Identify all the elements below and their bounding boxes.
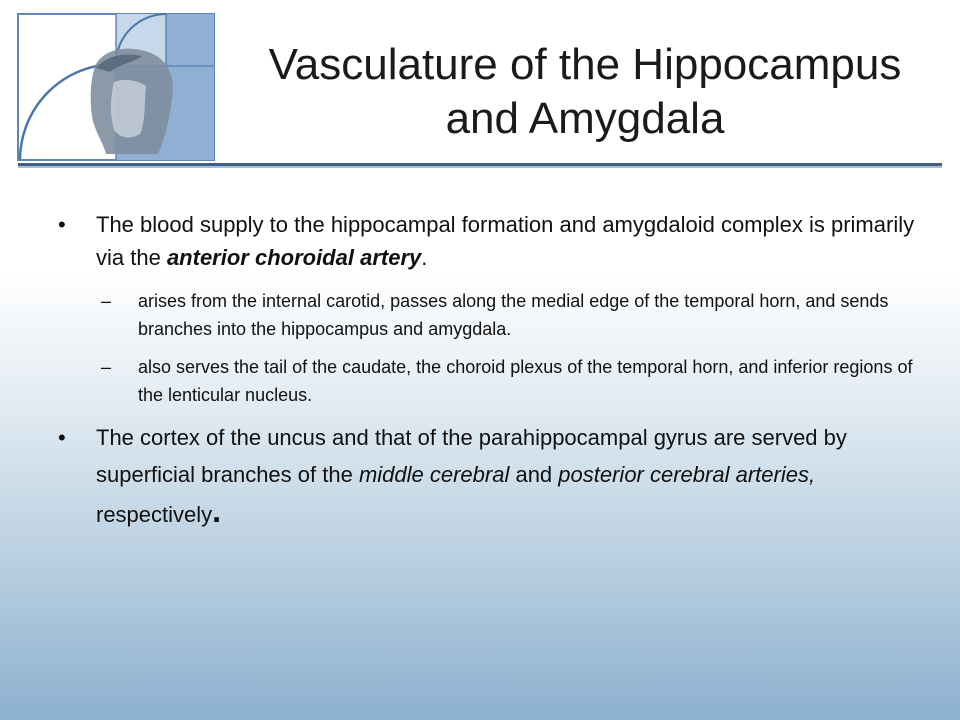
sub-bullet-text: also serves the tail of the caudate, the choroid plexus of the temporal horn, and inferior regions of the lenticular nucleus.: [138, 357, 913, 405]
title-divider-shadow: [18, 166, 942, 168]
emphasis-middle-cerebral: middle cerebral: [358, 462, 510, 487]
emphasis-posterior-cerebral-arteries: posterior cerebral arteries,: [558, 462, 816, 487]
title-line-2: and Amygdala: [445, 94, 725, 143]
bullet-marker: •: [58, 425, 66, 450]
sub-bullet-text: arises from the internal carotid, passes along the medial edge of the temporal horn, and sends branches into the hippocampus and amygdala.: [138, 291, 889, 339]
bullet-final-period: .: [212, 493, 222, 529]
dash-marker: –: [101, 357, 112, 377]
bullet-text: The cortex of the uncus and that of the parahippocampal gyrus are served by superficial branches of the: [96, 425, 847, 487]
title-line-1: Vasculature of the Hippocampus: [268, 40, 902, 89]
bullet-item: [58, 208, 918, 274]
bullet-text-respectively: respectively: [96, 502, 213, 527]
bullet-text-and: and: [509, 462, 559, 487]
sub-bullet-item: [58, 353, 918, 409]
bullet-text-end: .: [421, 245, 428, 270]
slide-body: [58, 208, 918, 546]
bullet-item: [58, 419, 918, 533]
bullet-text: The blood supply to the hippocampal formation and amygdaloid complex is primarily via the: [96, 212, 915, 270]
golden-spiral-face-logo: [16, 12, 216, 162]
emphasis-anterior-choroidal-artery: anterior choroidal artery: [166, 245, 422, 270]
bullet-marker: •: [58, 212, 66, 237]
sub-bullet-item: [58, 287, 918, 343]
slide-title: [230, 38, 940, 146]
dash-marker: –: [101, 291, 112, 311]
